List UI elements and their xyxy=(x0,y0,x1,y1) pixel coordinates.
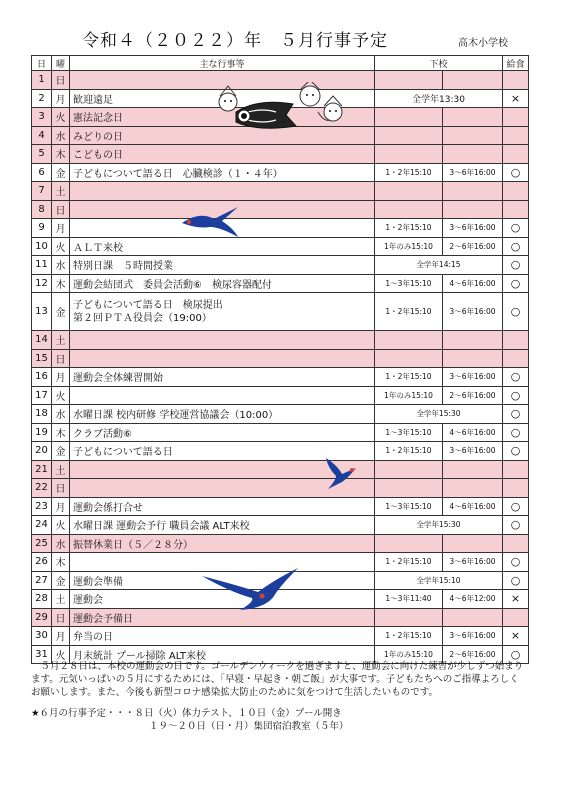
day-cell: 13 xyxy=(32,293,52,331)
table-row xyxy=(32,460,529,479)
event-text: 憲法記念日 xyxy=(73,113,123,125)
header-lunch: 給食 xyxy=(503,56,529,71)
event-text: 運動会準備 xyxy=(73,576,123,588)
dismissal-all-cell: 全学年15:30 xyxy=(375,405,503,424)
event-cell xyxy=(70,627,375,646)
lunch-cell xyxy=(503,331,529,350)
event-cell xyxy=(70,256,375,275)
dismissal-upper-cell: 3～6年16:00 xyxy=(443,368,503,387)
event-text: 弁当の日 xyxy=(73,632,113,644)
dismissal-all-cell: 全学年15:10 xyxy=(375,571,503,590)
weekday-cell: 月 xyxy=(52,89,70,108)
table-row xyxy=(32,368,529,387)
event-text: 子どもについて語る日 xyxy=(73,447,173,459)
day-cell: 2 xyxy=(32,89,52,108)
day-cell: 16 xyxy=(32,368,52,387)
dismissal-upper-cell: 2～6年16:00 xyxy=(443,237,503,256)
header-events: 主な行事等 xyxy=(70,56,375,71)
weekday-cell: 水 xyxy=(52,534,70,553)
lunch-cell: × xyxy=(503,89,529,108)
table-row xyxy=(32,627,529,646)
lunch-cell: ○ xyxy=(503,237,529,256)
lunch-cell: ○ xyxy=(503,368,529,387)
notes-paragraph: ５月２８日は、本校の運動会の日です。ゴールデンウィークを過ぎますと、運動会に向けた練習が少しずつ始まります。元気いっぱいの５月にするためには、「早寝・早起き・朝ご飯」が大事です。子どもたちへのご指導よろしくお願いします。また、今後も新型コロナ感染拡大防止のために気をつけて生活したいものです。 xyxy=(31,661,524,698)
lunch-cell xyxy=(503,182,529,201)
dismissal-lower-cell: 1～3年15:10 xyxy=(375,274,443,293)
lunch-cell: ○ xyxy=(503,256,529,275)
weekday-cell: 土 xyxy=(52,182,70,201)
dismissal-lower-cell: 1・2年15:10 xyxy=(375,293,443,331)
header-dismissal: 下校 xyxy=(375,56,503,71)
dismissal-lower-cell: 1年のみ15:10 xyxy=(375,645,443,664)
dismissal-upper-cell xyxy=(443,479,503,498)
event-text: 子どもについて語る日 検尿提出 xyxy=(73,299,223,311)
weekday-cell: 月 xyxy=(52,368,70,387)
day-cell: 20 xyxy=(32,442,52,461)
event-cell xyxy=(70,182,375,201)
dismissal-lower-cell: 1～3年15:10 xyxy=(375,423,443,442)
event-text: 運動会結団式 委員会活動⑥ 検尿容器配付 xyxy=(73,279,272,291)
lunch-cell xyxy=(503,608,529,627)
dismissal-upper-cell: 2～6年16:00 xyxy=(443,645,503,664)
day-cell: 6 xyxy=(32,163,52,182)
weekday-cell: 火 xyxy=(52,108,70,127)
dismissal-upper-cell: 4～6年16:00 xyxy=(443,423,503,442)
event-text: ＡＬＴ来校 xyxy=(73,242,123,254)
dismissal-upper-cell: 3～6年16:00 xyxy=(443,442,503,461)
lunch-cell xyxy=(503,145,529,164)
dismissal-upper-cell xyxy=(443,108,503,127)
table-row xyxy=(32,516,529,535)
lunch-cell: ○ xyxy=(503,274,529,293)
dismissal-lower-cell: 1～3年11:40 xyxy=(375,590,443,609)
day-cell: 24 xyxy=(32,516,52,535)
dismissal-upper-cell: 4～6年16:00 xyxy=(443,497,503,516)
lunch-cell xyxy=(503,349,529,368)
dismissal-lower-cell: 1・2年15:10 xyxy=(375,219,443,238)
dismissal-lower-cell: 1・2年15:10 xyxy=(375,627,443,646)
day-cell: 27 xyxy=(32,571,52,590)
swallow-icon xyxy=(200,566,300,612)
table-row xyxy=(32,200,529,219)
day-cell: 23 xyxy=(32,497,52,516)
dismissal-upper-cell xyxy=(443,200,503,219)
swallow-icon xyxy=(180,205,240,239)
table-row xyxy=(32,274,529,293)
lunch-cell: × xyxy=(503,590,529,609)
day-cell: 1 xyxy=(32,71,52,90)
day-cell: 4 xyxy=(32,126,52,145)
day-cell: 30 xyxy=(32,627,52,646)
weekday-cell: 木 xyxy=(52,553,70,572)
dismissal-all-cell: 全学年15:30 xyxy=(375,516,503,535)
day-cell: 10 xyxy=(32,237,52,256)
event-cell xyxy=(70,386,375,405)
dismissal-all-cell: 全学年13:30 xyxy=(375,89,503,108)
dismissal-lower-cell: 1～3年15:10 xyxy=(375,497,443,516)
table-row xyxy=(32,163,529,182)
dismissal-upper-cell xyxy=(443,534,503,553)
dismissal-upper-cell xyxy=(443,145,503,164)
event-text: 水曜日課 校内研修 学校運営協議会（10:00） xyxy=(73,410,279,422)
weekday-cell: 火 xyxy=(52,645,70,664)
day-cell: 11 xyxy=(32,256,52,275)
day-cell: 12 xyxy=(32,274,52,293)
lunch-cell: ○ xyxy=(503,571,529,590)
weekday-cell: 月 xyxy=(52,627,70,646)
weekday-cell: 月 xyxy=(52,219,70,238)
dismissal-lower-cell xyxy=(375,331,443,350)
lunch-cell xyxy=(503,534,529,553)
event-cell xyxy=(70,368,375,387)
weekday-cell: 土 xyxy=(52,590,70,609)
weekday-cell: 日 xyxy=(52,71,70,90)
weekday-cell: 水 xyxy=(52,126,70,145)
dismissal-upper-cell: 4～6年12:00 xyxy=(443,590,503,609)
dismissal-lower-cell xyxy=(375,126,443,145)
event-text: 運動会係打合せ xyxy=(73,502,143,514)
dismissal-upper-cell xyxy=(443,71,503,90)
event-text-line-2: 第２回ＰＴＡ役員会（19:00） xyxy=(73,312,212,324)
table-row xyxy=(32,182,529,201)
dismissal-upper-cell: 2～6年16:00 xyxy=(443,386,503,405)
dismissal-lower-cell xyxy=(375,71,443,90)
day-cell: 7 xyxy=(32,182,52,201)
dismissal-upper-cell xyxy=(443,460,503,479)
day-cell: 31 xyxy=(32,645,52,664)
day-cell: 28 xyxy=(32,590,52,609)
event-text: 歓迎遠足 xyxy=(73,94,113,106)
dismissal-lower-cell: 1年のみ15:10 xyxy=(375,237,443,256)
weekday-cell: 日 xyxy=(52,479,70,498)
table-row xyxy=(32,423,529,442)
table-row xyxy=(32,497,529,516)
weekday-cell: 水 xyxy=(52,256,70,275)
day-cell: 29 xyxy=(32,608,52,627)
dismissal-upper-cell xyxy=(443,608,503,627)
event-text: 運動会全体練習開始 xyxy=(73,373,163,385)
weekday-cell: 金 xyxy=(52,442,70,461)
lunch-cell: ○ xyxy=(503,219,529,238)
event-cell xyxy=(70,331,375,350)
dismissal-lower-cell xyxy=(375,608,443,627)
dismissal-upper-cell xyxy=(443,126,503,145)
event-cell xyxy=(70,405,375,424)
event-text: 水曜日課 運動会予行 職員会議 ALT来校 xyxy=(73,521,250,533)
day-cell: 15 xyxy=(32,349,52,368)
lunch-cell: ○ xyxy=(503,163,529,182)
lunch-cell xyxy=(503,108,529,127)
dismissal-lower-cell: 1・2年15:10 xyxy=(375,368,443,387)
event-cell xyxy=(70,274,375,293)
weekday-cell: 月 xyxy=(52,497,70,516)
dismissal-upper-cell: 3～6年16:00 xyxy=(443,627,503,646)
weekday-cell: 火 xyxy=(52,516,70,535)
dismissal-lower-cell: 1・2年15:10 xyxy=(375,163,443,182)
event-cell xyxy=(70,293,375,331)
event-cell xyxy=(70,516,375,535)
event-text: 月末統計 プール掃除 ALT来校 xyxy=(73,650,207,662)
event-text: クラブ活動⑥ xyxy=(73,428,132,440)
day-cell: 25 xyxy=(32,534,52,553)
event-cell xyxy=(70,349,375,368)
dismissal-upper-cell xyxy=(443,349,503,368)
event-text: 振替休業日（５／２８分） xyxy=(73,539,193,551)
weekday-cell: 木 xyxy=(52,145,70,164)
lunch-cell: ○ xyxy=(503,645,529,664)
dismissal-upper-cell xyxy=(443,331,503,350)
swallow-icon xyxy=(322,456,360,490)
dismissal-upper-cell: 4～6年16:00 xyxy=(443,274,503,293)
day-cell: 26 xyxy=(32,553,52,572)
weekday-cell: 日 xyxy=(52,200,70,219)
weekday-cell: 土 xyxy=(52,460,70,479)
dismissal-lower-cell xyxy=(375,349,443,368)
table-row xyxy=(32,219,529,238)
lunch-cell xyxy=(503,71,529,90)
lunch-cell: ○ xyxy=(503,553,529,572)
dismissal-upper-cell: 3～6年16:00 xyxy=(443,219,503,238)
lunch-cell xyxy=(503,479,529,498)
event-cell xyxy=(70,423,375,442)
table-row xyxy=(32,349,529,368)
weekday-cell: 火 xyxy=(52,386,70,405)
header-day: 日 xyxy=(32,56,52,71)
event-text: 子どもについて語る日 心臓検診（１・４年） xyxy=(73,168,283,180)
event-cell xyxy=(70,534,375,553)
lunch-cell: ○ xyxy=(503,516,529,535)
dismissal-lower-cell xyxy=(375,534,443,553)
lunch-cell: ○ xyxy=(503,442,529,461)
weekday-cell: 火 xyxy=(52,237,70,256)
weekday-cell: 水 xyxy=(52,405,70,424)
next-month-preview xyxy=(31,707,528,733)
table-row xyxy=(32,479,529,498)
day-cell: 21 xyxy=(32,460,52,479)
dismissal-lower-cell xyxy=(375,145,443,164)
weekday-cell: 木 xyxy=(52,274,70,293)
next-month-line-1: ★６月の行事予定・・・８日（火）体力テスト、１０日（金）プール開き xyxy=(31,708,342,719)
day-cell: 5 xyxy=(32,145,52,164)
day-cell: 18 xyxy=(32,405,52,424)
dismissal-upper-cell xyxy=(443,182,503,201)
dismissal-lower-cell: 1年のみ15:10 xyxy=(375,386,443,405)
dismissal-upper-cell: 3～6年16:00 xyxy=(443,553,503,572)
weekday-cell: 日 xyxy=(52,349,70,368)
page-title: 令和４（２０２２）年 ５月行事予定 xyxy=(82,31,388,51)
weekday-cell: 土 xyxy=(52,331,70,350)
event-cell xyxy=(70,237,375,256)
lunch-cell: ○ xyxy=(503,497,529,516)
day-cell: 8 xyxy=(32,200,52,219)
lunch-cell xyxy=(503,460,529,479)
lunch-cell xyxy=(503,126,529,145)
table-row xyxy=(32,534,529,553)
lunch-cell: ○ xyxy=(503,293,529,331)
event-cell xyxy=(70,497,375,516)
lunch-cell xyxy=(503,200,529,219)
event-cell xyxy=(70,163,375,182)
next-month-line-2: １９～２０日（日・月）集団宿泊教室（５年） xyxy=(149,721,349,732)
table-row xyxy=(32,442,529,461)
header-weekday: 曜 xyxy=(52,56,70,71)
table-row xyxy=(32,331,529,350)
table-row xyxy=(32,293,529,331)
table-row xyxy=(32,405,529,424)
table-row xyxy=(32,237,529,256)
weekday-cell: 金 xyxy=(52,163,70,182)
notes-section xyxy=(31,660,528,733)
weekday-cell: 木 xyxy=(52,423,70,442)
dismissal-upper-cell: 3～6年16:00 xyxy=(443,163,503,182)
day-cell: 14 xyxy=(32,331,52,350)
dismissal-lower-cell xyxy=(375,460,443,479)
day-cell: 17 xyxy=(32,386,52,405)
dismissal-upper-cell: 3～6年16:00 xyxy=(443,293,503,331)
event-text: 運動会予備日 xyxy=(73,613,133,625)
weekday-cell: 金 xyxy=(52,571,70,590)
dismissal-lower-cell xyxy=(375,108,443,127)
event-text: こどもの日 xyxy=(73,150,123,162)
dismissal-lower-cell xyxy=(375,479,443,498)
page-header xyxy=(0,26,566,52)
event-text: 特別日課 ５時間授業 xyxy=(73,261,173,273)
table-row xyxy=(32,256,529,275)
lunch-cell: ○ xyxy=(503,386,529,405)
table-row xyxy=(32,386,529,405)
dismissal-lower-cell xyxy=(375,182,443,201)
lunch-cell: × xyxy=(503,627,529,646)
dismissal-lower-cell: 1・2年15:10 xyxy=(375,553,443,572)
lunch-cell: ○ xyxy=(503,423,529,442)
table-header-row xyxy=(32,56,529,71)
event-text: みどりの日 xyxy=(73,131,123,143)
dismissal-lower-cell: 1・2年15:10 xyxy=(375,442,443,461)
dismissal-all-cell: 全学年14:15 xyxy=(375,256,503,275)
day-cell: 19 xyxy=(32,423,52,442)
lunch-cell: ○ xyxy=(503,405,529,424)
day-cell: 9 xyxy=(32,219,52,238)
day-cell: 22 xyxy=(32,479,52,498)
weekday-cell: 日 xyxy=(52,608,70,627)
dismissal-lower-cell xyxy=(375,200,443,219)
koinobori-illustration xyxy=(218,82,348,152)
event-text: 運動会 xyxy=(73,595,103,607)
weekday-cell: 金 xyxy=(52,293,70,331)
day-cell: 3 xyxy=(32,108,52,127)
school-name: 高木小学校 xyxy=(458,38,508,49)
